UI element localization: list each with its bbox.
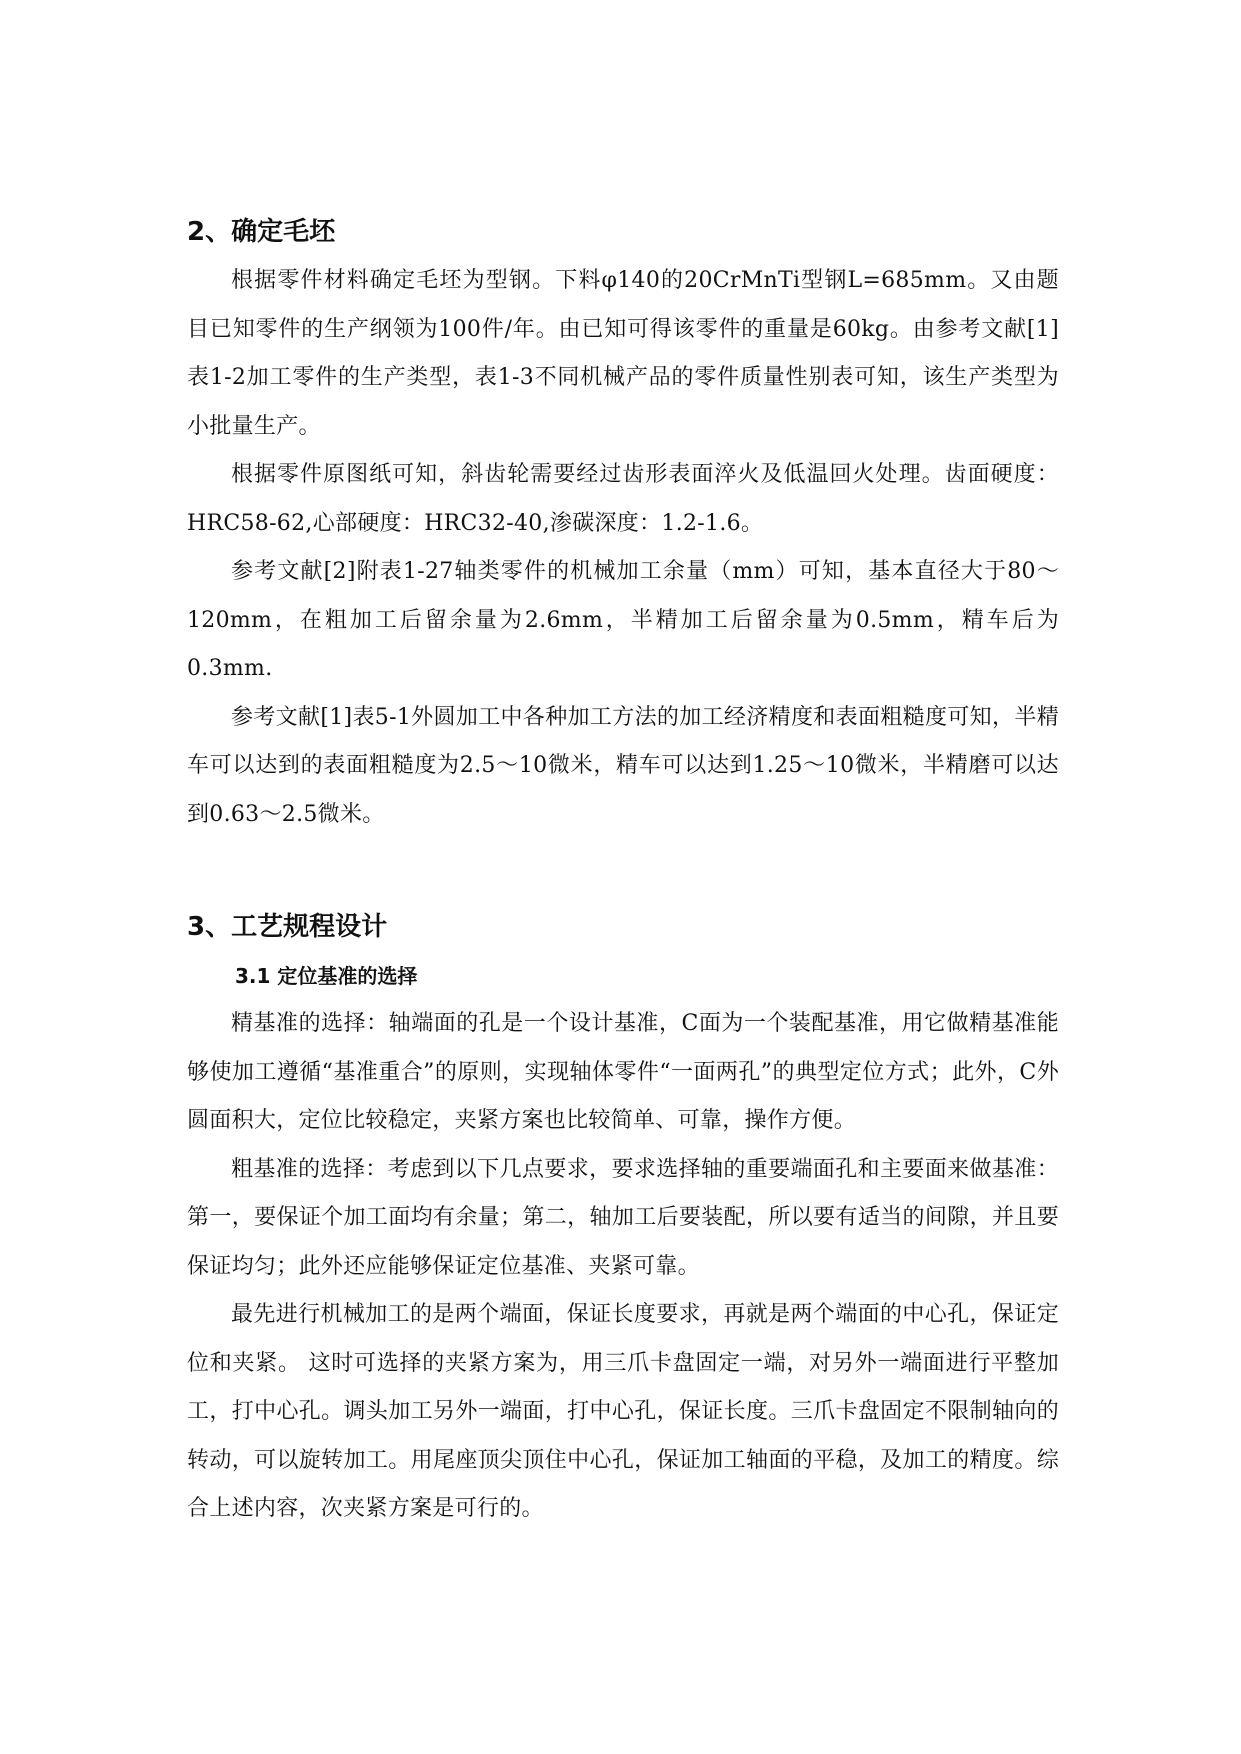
document-body — [187, 207, 1059, 1534]
section-heading: 2、确定毛坯 — [187, 217, 336, 247]
paragraph: 根据零件材料确定毛坯为型钢。下料φ140的20CrMnTi型钢L=685mm。又由题目已知零件的生产纲领为100件/年。由已知可得该零件的重量是60kg。由参考文献[1]表1-2加工零件的生产类型，表1-3不同机械产品的零件质量性别表可知，该生产类型为小批量生产。 — [187, 268, 1059, 439]
section-process-design — [187, 902, 1059, 1534]
section-spacer — [187, 839, 1059, 902]
paragraph: 最先进行机械加工的是两个端面，保证长度要求，再就是两个端面的中心孔，保证定位和夹紧。 这时可选择的夹紧方案为，用三爪卡盘固定一端，对另外一端面进行平整加工，打中心孔。调头加工另外一端面，打中心孔，保证长度。三爪卡盘固定不限制轴向的转动，可以旋转加工。用尾座顶尖顶住中心孔，保证加工轴面的平稳，及加工的精度。综合上述内容，次夹紧方案是可行的。 — [187, 1302, 1059, 1521]
section-heading: 3、工艺规程设计 — [187, 912, 388, 942]
paragraph: 根据零件原图纸可知，斜齿轮需要经过齿形表面淬火及低温回火处理。齿面硬度：HRC58-62,心部硬度：HRC32-40,渗碳深度：1.2-1.6。 — [187, 462, 1059, 536]
paragraph: 精基准的选择：轴端面的孔是一个设计基准，C面为一个装配基准，用它做精基准能够使加工遵循“基准重合”的原则，实现轴体零件“一面两孔”的典型定位方式；此外，C外圆面积大，定位比较稳定，夹紧方案也比较简单、可靠，操作方便。 — [187, 1011, 1059, 1133]
paragraph: 粗基准的选择：考虑到以下几点要求，要求选择轴的重要端面孔和主要面来做基准：第一，要保证个加工面均有余量；第二，轴加工后要装配，所以要有适当的间隙，并且要保证均匀；此外还应能够保证定位基准、夹紧可靠。 — [187, 1156, 1059, 1279]
paragraph: 参考文献[1]表5-1外圆加工中各种加工方法的加工经济精度和表面粗糙度可知，半精车可以达到的表面粗糙度为2.5～10微米，精车可以达到1.25～10微米，半精磨可以达到0.63～2.5微米。 — [187, 704, 1059, 827]
subsection-heading: 3.1 定位基准的选择 — [235, 964, 418, 988]
section-blank-material — [187, 207, 1059, 839]
paragraph: 参考文献[2]附表1-27轴类零件的机械加工余量（mm）可知，基本直径大于80～120mm，在粗加工后留余量为2.6mm，半精加工后留余量为0.5mm，精车后为0.3mm. — [187, 559, 1059, 681]
